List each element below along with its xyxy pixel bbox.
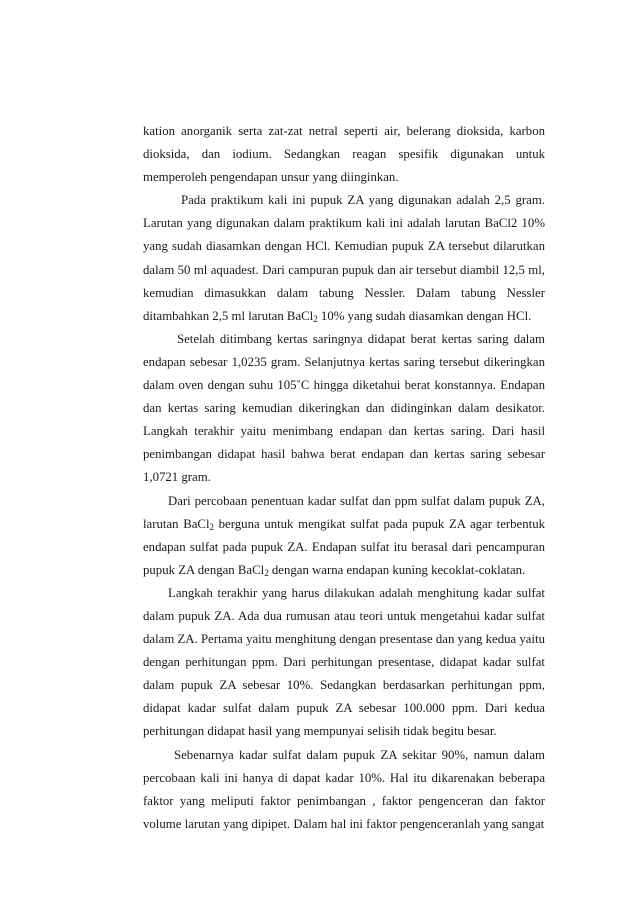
subscript-text: 2 — [209, 521, 214, 532]
text-run: Langkah terakhir yang harus dilakukan adalah menghitung kadar sulfat dalam pupuk ZA. Ada dua rumusan atau teori untuk mengetahui kadar sulfat dalam ZA. Pertama yaitu menghitung dengan presentase dan yang kedua yaitu dengan perhitungan ppm. Dari perhitungan presentase, didapat kadar sulfat dalam pupuk ZA sebesar 10%. Sedangkan berdasarkan perhitungan ppm, didapat kadar sulfat dalam pupuk ZA sebesar 100.000 ppm. Dari kedua perhitungan didapat hasil yang mempunyai selisih tidak begitu besar. — [143, 585, 545, 739]
text-run: Pada praktikum kali ini pupuk ZA yang digunakan adalah 2,5 gram. Larutan yang digunakan dalam praktikum kali ini adalah larutan BaCl2 10% yang sudah diasamkan dengan HCl. Kemudian pupuk ZA tersebut dilarutkan dalam 50 ml aquadest. Dari campuran pupuk dan air tersebut diambil 12,5 ml, kemudian dimasukkan dalam tabung Nessler. Dalam tabung Nessler ditambahkan 2,5 ml larutan BaCl — [143, 193, 545, 323]
paragraph-5 — [143, 582, 545, 744]
text-run: dengan warna endapan kuning kecoklat-coklatan. — [268, 562, 526, 577]
subscript-text: 2 — [313, 313, 318, 324]
paragraph-3 — [143, 328, 545, 490]
paragraph-4 — [143, 490, 545, 582]
text-run: 10% yang sudah diasamkan dengan HCl. — [317, 308, 532, 323]
paragraph-2 — [143, 189, 545, 328]
text-run: Dari percobaan penentuan kadar sulfat dan ppm sulfat dalam pupuk ZA, larutan BaCl — [143, 493, 545, 531]
text-run: berguna untuk mengikat sulfat pada pupuk ZA agar terbentuk endapan sulfat pada pupuk ZA. Endapan sulfat itu berasal dari pencampuran pupuk ZA dengan BaCl — [143, 516, 545, 577]
text-run: Setelah ditimbang kertas saringnya didapat berat kertas saring dalam endapan sebesar 1,0235 gram. Selanjutnya kertas saring tersebut dikeringkan dalam oven dengan suhu 105˚C hingga diketahui berat konstannya. Endapan dan kertas saring kemudian dikeringkan dan didinginkan dalam desikator. Langkah terakhir yaitu menimbang endapan dan kertas saring. Dari hasil penimbangan didapat hasil bahwa berat endapan dan kertas saring sebesar 1,0721 gram. — [143, 331, 545, 485]
subscript-text: 2 — [264, 567, 269, 578]
paragraph-1 — [143, 120, 545, 189]
text-run: Sebenarnya kadar sulfat dalam pupuk ZA sekitar 90%, namun dalam percobaan kali ini hanya di dapat kadar 10%. Hal itu dikarenakan beberapa faktor yang meliputi faktor penimbangan , faktor pengenceran dan faktor volume larutan yang dipipet. Dalam hal ini faktor pengenceranlah yang sangat — [143, 747, 545, 831]
text-run: kation anorganik serta zat-zat netral seperti air, belerang dioksida, karbon dioksida, dan iodium. Sedangkan reagan spesifik digunakan untuk memperoleh pengendapan unsur yang diinginkan. — [143, 124, 545, 185]
body-text — [143, 120, 545, 836]
paragraph-6 — [143, 744, 545, 836]
